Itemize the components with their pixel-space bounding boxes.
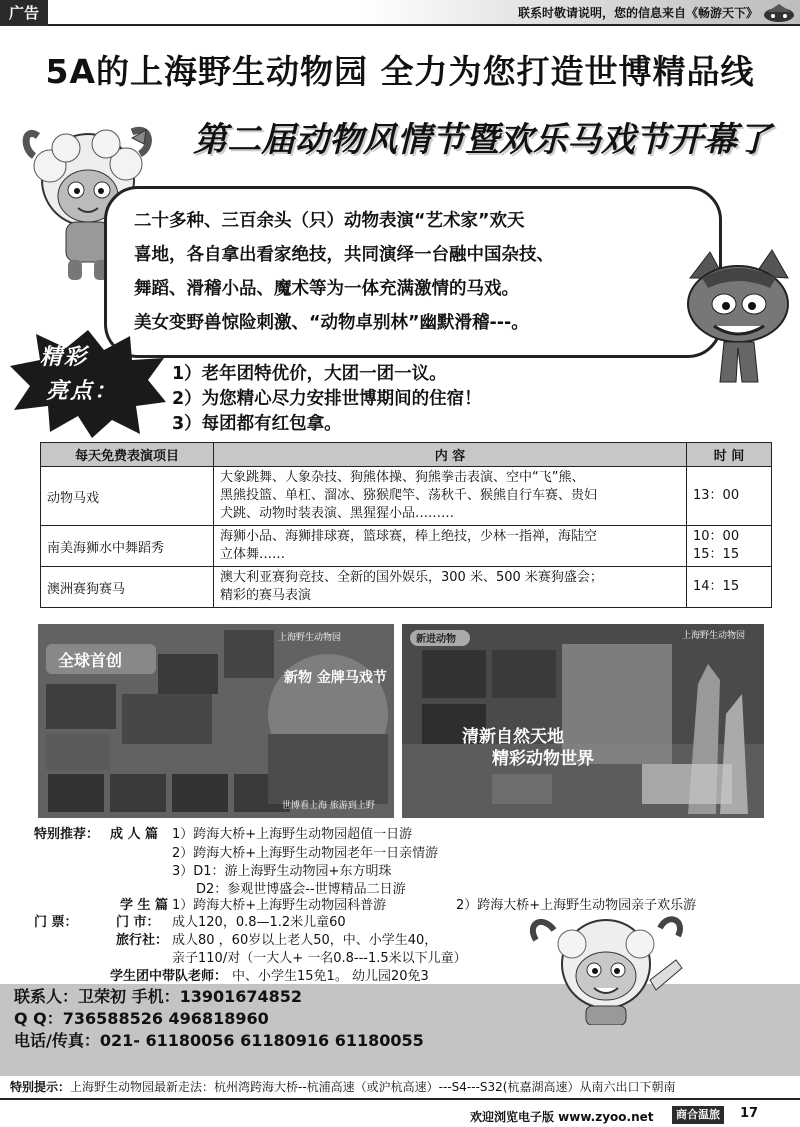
program-name: 澳洲赛狗赛马 (41, 567, 214, 608)
ad-tag: 广告 (0, 0, 48, 26)
contact-person: 联系人：卫荣初 手机：13901674852 (14, 987, 303, 1006)
header-time: 时 间 (687, 443, 772, 467)
highlight-badge-line1: 精彩 (40, 345, 89, 370)
poster-right-logo: 上海野生动物园 (682, 631, 746, 641)
performance-table (40, 442, 772, 608)
agency-label: 旅行社： (116, 933, 169, 948)
highlight-item: 1）老年团特优价，大团一团一议。 (172, 364, 447, 384)
ticket-label: 门 票： (34, 915, 78, 930)
contact-qq: Q Q：736588526 496818960 (14, 1009, 269, 1028)
route-tip (10, 1078, 675, 1095)
website-link[interactable]: 欢迎浏览电子版 www.zyoo.net (470, 1110, 654, 1124)
poster-left-banner: 全球首创 (58, 651, 123, 670)
student-label: 学 生 篇 (120, 898, 169, 913)
cartoon-wolf-icon (680, 248, 798, 386)
content-line: 立体舞…… (220, 547, 286, 562)
highlight-item: 3）每团都有红包拿。 (172, 414, 342, 434)
time-value: 10：00 (693, 529, 740, 544)
content-line: 精彩的赛马表演 (220, 588, 312, 603)
cartoon-sheep-waving-icon (528, 910, 688, 1025)
poster-right-image (402, 624, 764, 818)
content-line: 大象跳舞、人象杂技、狗熊体操、狗熊拳击表演、空中“飞”熊、 (220, 470, 585, 485)
poster-left-logo: 上海野生动物园 (278, 633, 342, 643)
program-time (687, 567, 772, 608)
program-content (214, 467, 687, 526)
table-header-row (41, 443, 772, 467)
header-content: 内 容 (214, 443, 687, 467)
table-row (41, 467, 772, 526)
content-line: 犬跳、动物时装表演、黑猩猩小品……… (220, 506, 455, 521)
content-line: 海狮小品、海狮排球赛，篮球赛，棒上绝技，少林一指禅，海陆空 (220, 529, 598, 544)
program-content (214, 526, 687, 567)
table-row (41, 567, 772, 608)
student-tour: 2）跨海大桥+上海野生动物园亲子欢乐游 (456, 898, 697, 913)
table-row (41, 526, 772, 567)
adult-tour: 2）跨海大桥+上海野生动物园老年一日亲情游 (172, 846, 439, 861)
highlight-badge-line2: 亮点： (46, 379, 119, 404)
gate-label: 门 市： (116, 915, 160, 930)
magazine-logo-icon (762, 2, 796, 24)
main-title: 5A的上海野生动物园 全力为您打造世博精品线 (45, 52, 755, 91)
poster-left-image (38, 624, 394, 818)
program-time (687, 526, 772, 567)
teacher-label: 学生团中带队老师： (110, 969, 228, 984)
contact-note: 联系时敬请说明，您的信息来自《畅游天下》 (517, 6, 758, 20)
time-value: 14：15 (693, 579, 740, 594)
adult-tour: 1）跨海大桥+上海野生动物园超值一日游 (172, 827, 413, 842)
brand-tag: 商合温旅 (672, 1106, 724, 1124)
poster-left-slogan: 世博看上海 旅游到上野 (282, 801, 375, 811)
tip-label: 特别提示： (10, 1080, 71, 1094)
intro-line: 喜地，各自拿出看家绝技，共同演绎一台融中国杂技、 (134, 245, 554, 265)
header-program: 每天免费表演项目 (41, 443, 214, 467)
footer-contact (14, 986, 424, 1052)
recommend-label: 特别推荐： (34, 827, 100, 842)
intro-line: 二十多种、三百余头（只）动物表演“艺术家”欢天 (134, 211, 525, 231)
program-name: 南美海狮水中舞蹈秀 (41, 526, 214, 567)
adult-tour: 3）D1：游上海野生动物园+东方明珠 (172, 864, 392, 879)
intro-line: 舞蹈、滑稽小品、魔术等为一体充满激情的马戏。 (134, 279, 519, 299)
highlight-list (172, 362, 482, 437)
time-value: 15：15 (693, 547, 740, 562)
program-time (687, 467, 772, 526)
agency-price: 亲子110/对（一大人+ 一名0.8---1.5米以下儿童） (172, 951, 467, 966)
poster-right-slogan2: 精彩动物世界 (492, 749, 594, 769)
time-value: 13：00 (693, 488, 740, 503)
student-tour: 1）跨海大桥+上海野生动物园科普游 (172, 898, 387, 913)
poster-right-slogan1: 清新自然天地 (462, 727, 564, 747)
page-number: 17 (740, 1106, 759, 1121)
footer-rule (0, 1098, 800, 1100)
gate-price: 成人120，0.8—1.2米儿童60 (172, 915, 346, 930)
contact-phone: 电话/传真：021- 61180056 61180916 61180055 (14, 1031, 424, 1050)
sub-title: 第二届动物风情节暨欢乐马戏节开幕了 (193, 120, 771, 160)
program-name: 动物马戏 (41, 467, 214, 526)
poster-left-festival: 新物 金牌马戏节 (284, 670, 387, 686)
adult-label: 成 人 篇 (110, 827, 159, 842)
highlight-item: 2）为您精心尽力安排世博期间的住宿！ (172, 389, 482, 409)
top-rule (48, 24, 800, 26)
content-line: 澳大利亚赛狗竞技、全新的国外娱乐，300 米、500 米赛狗盛会； (220, 570, 603, 585)
agency-price: 成人80 ，60岁以上老人50，中、小学生40， (172, 933, 438, 948)
poster-right-badge: 新进动物 (416, 634, 456, 645)
tip-text: 上海野生动物园最新走法：杭州湾跨海大桥--杭浦高速（或沪杭高速）---S4---S32(杭嘉湖高速）从南六出口下朝南 (70, 1080, 676, 1094)
adult-tour: D2：参观世博盛会--世博精品二日游 (196, 882, 406, 897)
intro-line: 美女变野兽惊险刺激、“动物卓别林”幽默滑稽---。 (134, 313, 529, 333)
teacher-value: 中、小学生15免1。 幼儿园20免3 (232, 969, 429, 984)
content-line: 黑熊投篮、单杠、溜冰、猕猴爬竿、荡秋千、猴熊自行车赛、贵妇 (220, 488, 598, 503)
intro-text (134, 204, 694, 340)
program-content (214, 567, 687, 608)
